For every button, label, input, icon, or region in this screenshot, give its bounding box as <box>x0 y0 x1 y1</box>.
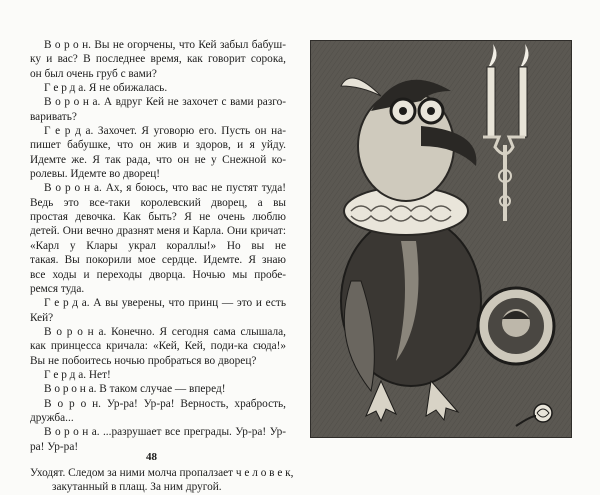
illustration-raven-with-candelabrum <box>310 40 572 438</box>
text-line: «Карл у Клары украл кораллы!» Но вы не <box>30 239 286 252</box>
text-line: дружба... <box>30 411 74 424</box>
text-line: ролевы. Идемте во дворец! <box>30 168 161 181</box>
text-line: Вы не побоитесь ночью пробраться во дворец? <box>30 354 257 367</box>
text-line: варивать? <box>30 110 77 123</box>
text-line: Кей? <box>30 311 54 324</box>
text-column <box>30 38 294 495</box>
portrait-medallion <box>478 288 554 364</box>
text-line: В о р о н а. В таком случае — вперед! <box>44 383 226 396</box>
text-line: Г е р д а. Нет! <box>44 368 111 381</box>
text-line: такая. Вы покорили мое сердце. Идемте. Я знаю <box>30 254 286 267</box>
text-line: В о р о н. Ур-ра! Ур-ра! Верность, храбрость, <box>44 397 286 410</box>
stage-direction-line: Уходят. Следом за ними молча пропалзает ч е л о в е к, <box>30 466 294 479</box>
text-line: В о р о н а. Конечно. Я сегодня сама слышала, <box>44 325 286 338</box>
text-line: В о р о н. Вы не огорчены, что Кей забыл бабуш- <box>44 39 286 51</box>
text-line: Г е р д а. Я не обижалась. <box>44 82 168 95</box>
text-line: все ходы и переходы дворца. Ночью мы пробе- <box>30 268 286 281</box>
candle-left <box>487 67 495 137</box>
text-line: ку и вас? В последнее время, как говорит сорока, <box>30 53 286 66</box>
text-line: Г е р д а. Захочет. Я уговорю его. Пусть он на- <box>44 125 286 138</box>
text-line: В о р о н а. ...разрушает все преграды. Ур-ра! Ур- <box>44 426 286 439</box>
stage-direction-line: закутанный в плащ. За ним другой. <box>52 481 222 494</box>
stage-spacer <box>30 454 286 466</box>
text-line: детей. Они вечно дразнят меня и Карла. Они кричат: <box>30 225 286 238</box>
raven-illustration-svg <box>311 41 571 437</box>
text-line: Идемте же. Я так рада, что он не у Снежной ко- <box>30 153 286 166</box>
text-line: он был очень груб с вами? <box>30 67 157 80</box>
text-line: ра! Ур-ра! <box>30 440 79 453</box>
candle-right <box>519 67 527 137</box>
page-number: 48 <box>146 451 157 463</box>
text-line: пишет бабушке, что он жив и здоров, и я уйду. <box>30 139 286 152</box>
text-line: В о р о н а. А вдруг Кей не захочет с вами разго- <box>44 96 286 109</box>
text-line: Ведь это все-таки королевский дворец, а вы <box>30 196 286 209</box>
text-line: простая девочка. Как быть? Я не очень люблю <box>30 211 286 224</box>
text-line: ремся туда. <box>30 282 85 295</box>
text-line: В о р о н а. Ах, я боюсь, что вас не пустят туда! <box>44 182 286 195</box>
text-line: Г е р д а. А вы уверены, что принц — это и есть <box>44 297 286 310</box>
text-line: как принцесса кричала: «Кей, Кей, поди-ка сюда!» <box>30 340 286 353</box>
